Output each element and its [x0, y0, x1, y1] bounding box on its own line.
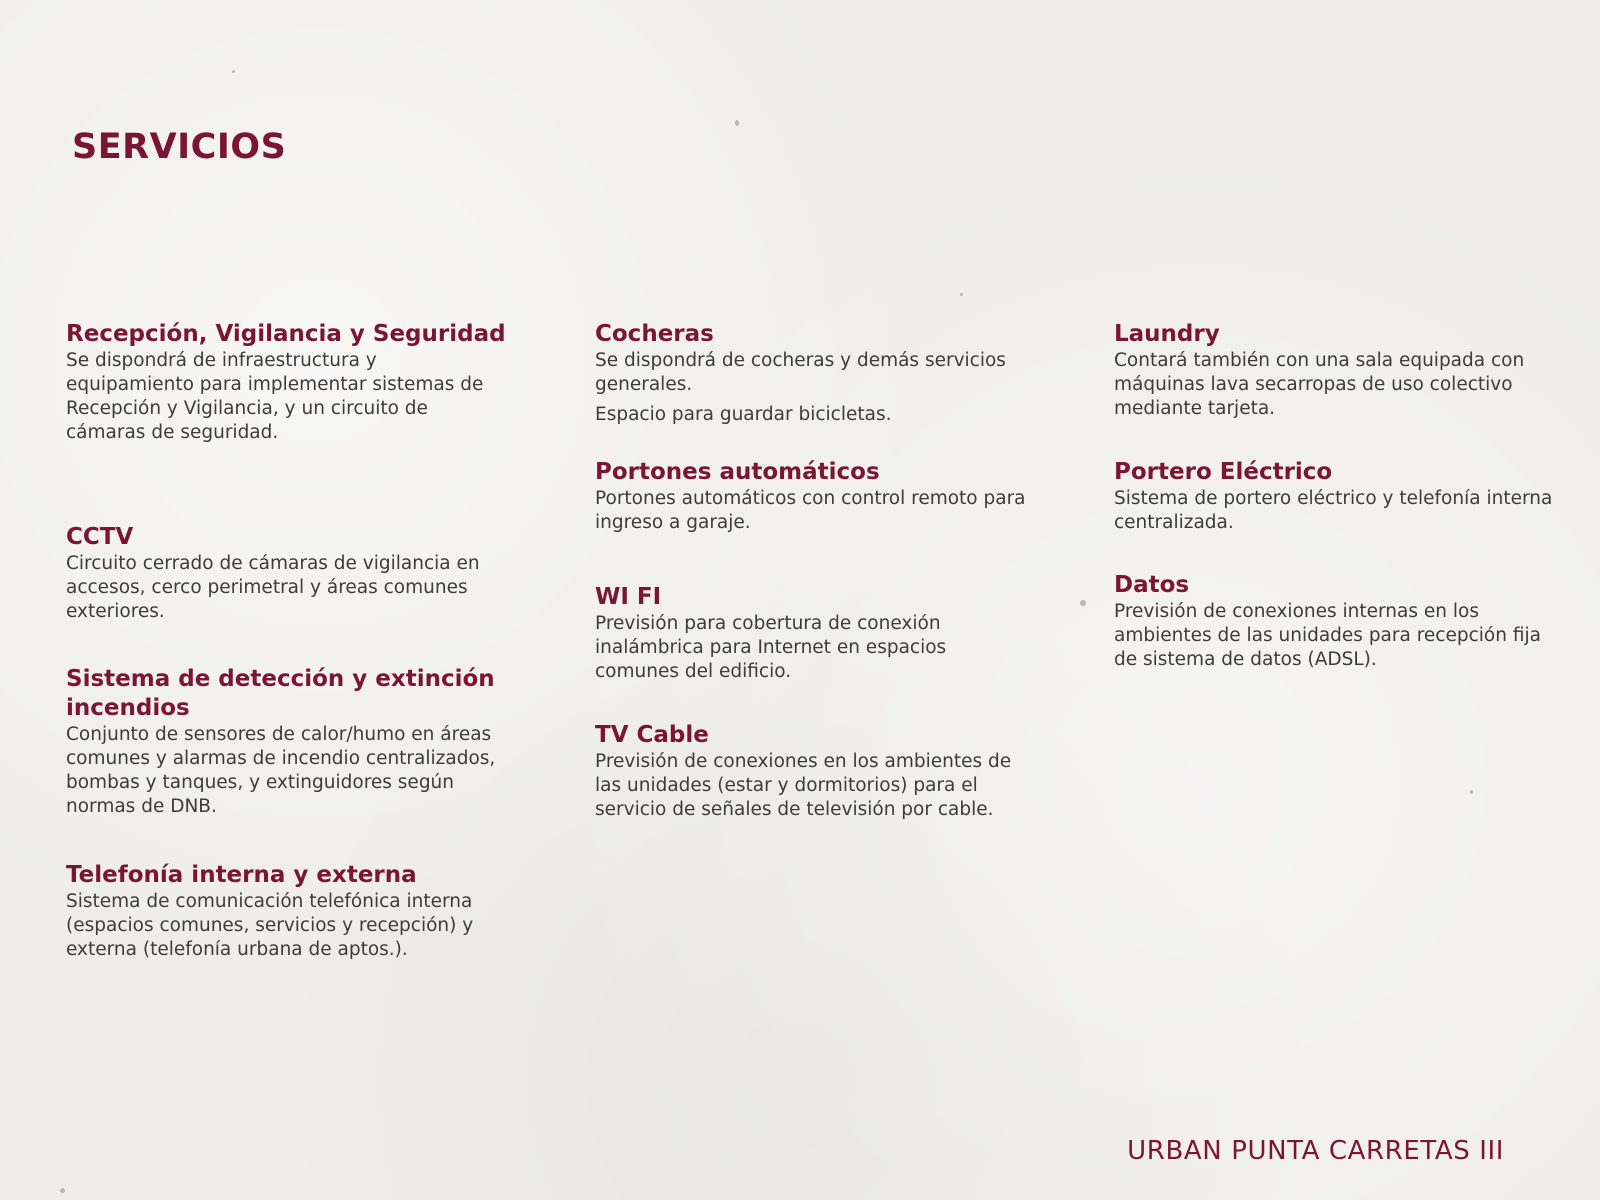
service-laundry — [1114, 320, 1554, 421]
service-description: Contará también con una sala equipada con máquinas lava secarropas de uso colectivo mediante tarjeta. — [1114, 350, 1525, 419]
service-description: Se dispondrá de infraestructura y equipamiento para implementar sistemas de Recepción y Vigilancia, y un circuito de cámaras de seguridad. — [66, 350, 484, 443]
service-fire-detection — [66, 665, 506, 819]
service-data — [1114, 571, 1554, 672]
service-description: Sistema de portero eléctrico y telefonía interna centralizada. — [1114, 488, 1553, 533]
paper-speck — [232, 70, 235, 73]
service-title: Cocheras — [595, 321, 714, 347]
service-title: Portones automáticos — [595, 459, 880, 485]
service-title: CCTV — [66, 524, 134, 550]
paper-speck — [735, 120, 739, 126]
service-description: Previsión para cobertura de conexión inalámbrica para Internet en espacios comunes del edificio. — [595, 613, 947, 682]
paper-speck — [60, 1188, 65, 1193]
service-intercom — [1114, 458, 1554, 535]
paper-speck — [960, 293, 963, 296]
service-title: Portero Eléctrico — [1114, 459, 1333, 485]
service-automatic-gates — [595, 458, 1035, 535]
service-description: Portones automáticos con control remoto para ingreso a garaje. — [595, 488, 1026, 533]
page-title: SERVICIOS — [72, 127, 287, 167]
service-description: Previsión de conexiones en los ambientes de las unidades (estar y dormitorios) para el servicio de señales de televisión por cable. — [595, 751, 1012, 820]
service-title: Telefonía interna y externa — [66, 862, 417, 888]
paper-speck — [1080, 600, 1086, 606]
service-title: TV Cable — [595, 722, 709, 748]
service-description: Se dispondrá de cocheras y demás servicios generales. — [595, 350, 1006, 395]
service-title: Sistema de detección y extinción incendios — [66, 666, 495, 721]
service-title: Laundry — [1114, 321, 1220, 347]
service-reception-security — [66, 320, 506, 445]
paper-speck — [1470, 790, 1473, 794]
service-tv-cable — [595, 721, 1035, 822]
brand-footer: URBAN PUNTA CARRETAS III — [1127, 1136, 1504, 1166]
service-description: Circuito cerrado de cámaras de vigilancia en accesos, cerco perimetral y áreas comunes exteriores. — [66, 553, 480, 622]
service-telephony — [66, 861, 506, 962]
service-wifi — [595, 583, 1035, 684]
service-description: Sistema de comunicación telefónica interna (espacios comunes, servicios y recepción) y externa (telefonía urbana de aptos.). — [66, 891, 474, 960]
service-title: WI FI — [595, 584, 662, 610]
service-description: Conjunto de sensores de calor/humo en áreas comunes y alarmas de incendio centralizados, bombas y tanques, y extinguidores según normas de DNB. — [66, 724, 496, 817]
service-description: Previsión de conexiones internas en los ambientes de las unidades para recepción fija de sistema de datos (ADSL). — [1114, 601, 1541, 670]
service-cctv — [66, 523, 506, 624]
service-garages — [595, 320, 1035, 427]
service-description: Espacio para guardar bicicletas. — [595, 404, 892, 425]
service-title: Datos — [1114, 572, 1190, 598]
service-title: Recepción, Vigilancia y Seguridad — [66, 321, 506, 347]
